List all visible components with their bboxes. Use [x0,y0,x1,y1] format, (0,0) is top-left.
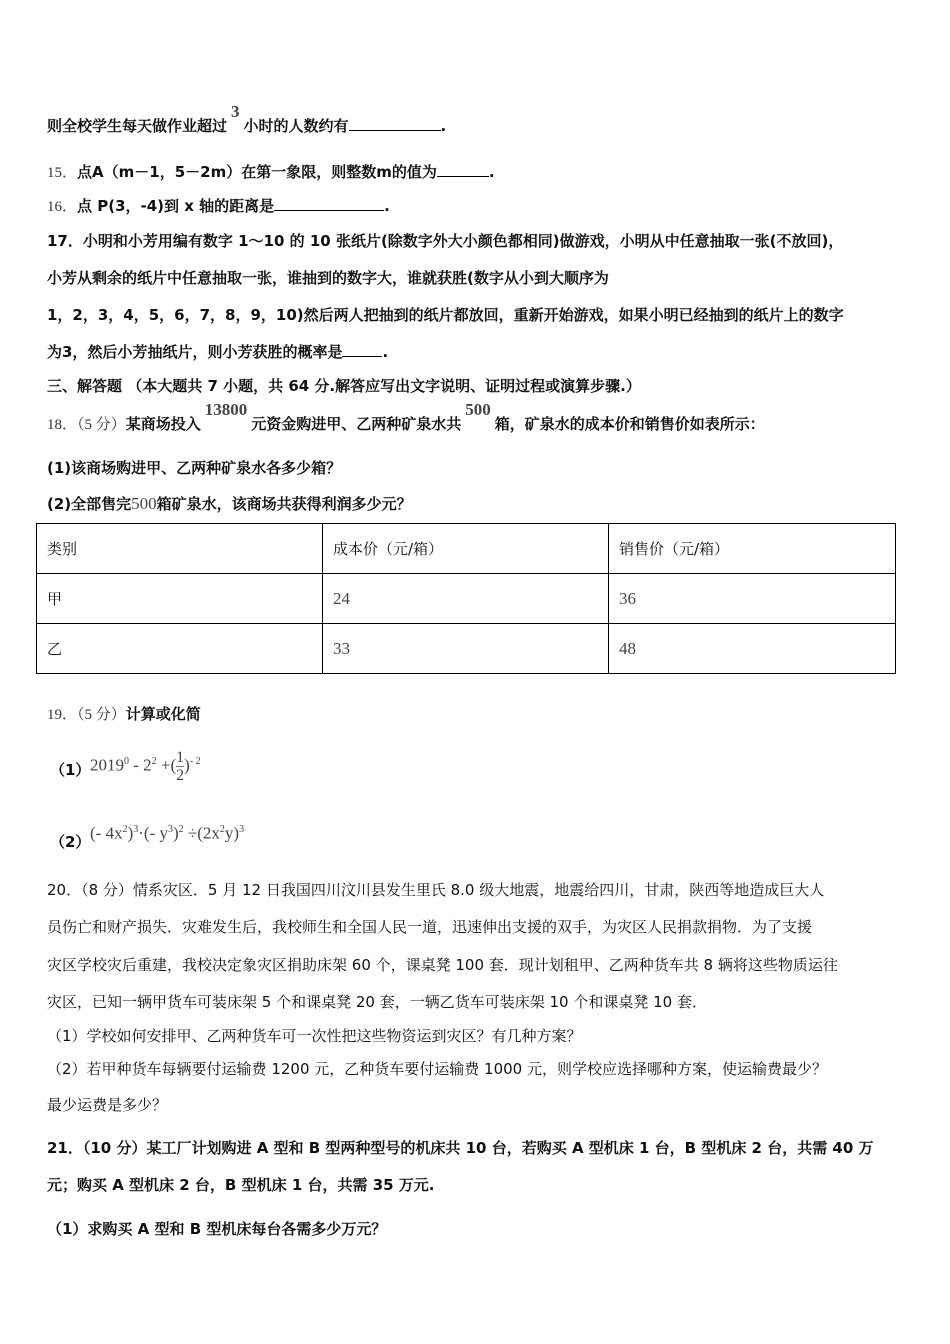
price-table [36,523,896,674]
answer-blank [342,342,382,357]
question-20-part-2-cont: 最少运费是多少？ [47,1096,168,1114]
question-18-part-1: (1)该商场购进甲、乙两种矿泉水各多少箱？ [47,459,342,477]
question-21-part-1: （1）求购买 A 型和 B 型机床每台各需多少万元？ [47,1220,387,1238]
question-20-line-3: 灾区学校灾后重建，我校决定象灾区捐助床架 60 个，课桌凳 100 套．现计划租甲、乙两种货车共 8 辆将这些物质运往 [47,956,838,974]
question-17-line-4: 为3，然后小芳抽纸片，则小芳获胜的概率是 . [47,343,389,361]
question-19: 19．（5 分）计算或化简 [47,705,201,723]
question-20-line-2: 员伤亡和财产损失．灾难发生后，我校师生和全国人民一道，迅速伸出支援的双手，为灾区人民捐款捐物．为了支援 [47,918,813,936]
expression-2: (- $4x^2)^3\cdot(-$ $y^3)^2 \div(2x^2y)^3$ [90,823,245,843]
answer-blank [274,196,384,211]
question-17-line-3: 1，2，3，4，5，6，7，8，9，10)然后两人把抽到的纸片都放回，重新开始游戏，如果小明已经抽到的纸片上的数字 [47,306,844,324]
q14-tail: 则全校学生每天做作业超过3小时的人数约有 . [47,102,447,135]
question-18: 18．（5 分）某商场投入13800元资金购进甲、乙两种矿泉水共500箱，矿泉水的成本价和销售价如表所示： [47,400,765,433]
section-heading: 三、解答题 （本大题共 7 小题，共 64 分.解答应写出文字说明、证明过程或演算步骤.） [47,377,641,395]
table-row: 甲 24 36 [37,574,896,624]
question-16: 16．点 P(3，-4)到 x 轴的距离是 . [47,197,390,215]
fraction: $\frac{1}{2}$ [176,749,185,785]
question-17-line-1: 17．小明和小芳用编有数字 1～10 的 10 张纸片(除数字外大小颜色都相同)做游戏，小明从中任意抽取一张(不放回)， [47,232,844,250]
question-19-part-2-label: （2） [50,833,91,851]
question-21-line-1: 21．（10 分）某工厂计划购进 A 型和 B 型两种型号的机床共 10 台，若购买 A 型机床 1 台，B 型机床 2 台，共需 40 万 [47,1139,874,1157]
table-header-row: 类别 成本价（元/箱） 销售价（元/箱） [37,524,896,574]
number-3: 3 [231,102,240,121]
table-row: 乙 33 48 [37,624,896,674]
answer-blank [349,116,441,131]
question-19-part-1-label: （1） [50,761,91,779]
question-15: 15．点A（m－1，5－2m）在第一象限，则整数m的值为 . [47,163,495,181]
question-20-part-1: （1）学校如何安排甲、乙两种货车可一次性把这些物资运到灾区？有几种方案？ [47,1027,582,1045]
question-17-line-2: 小芳从剩余的纸片中任意抽取一张，谁抽到的数字大，谁就获胜(数字从小到大顺序为 [47,269,609,287]
question-21-line-2: 元；购买 A 型机床 2 台，B 型机床 1 台，共需 35 万元. [47,1176,435,1194]
question-20-line-1: 20．（8 分）情系灾区．5 月 12 日我国四川汶川县发生里氏 8.0 级大地震，地震给四川，甘肃，陕西等地造成巨大人 [47,881,825,899]
expression-1: $2019^0 - 2^2$ +( $\frac{1}{2}$ )$^{- 2}$ [90,749,201,785]
answer-blank [437,162,489,177]
question-20-line-4: 灾区，已知一辆甲货车可装床架 5 个和课桌凳 20 套，一辆乙货车可装床架 10 个和课桌凳 10 套． [47,993,707,1011]
question-20-part-2: （2）若甲种货车每辆要付运输费 1200 元，乙种货车要付运输费 1000 元，则学校应选择哪种方案，使运输费最少？ [47,1060,827,1078]
question-18-part-2: (2)全部售完500箱矿泉水，该商场共获得利润多少元？ [47,494,412,513]
